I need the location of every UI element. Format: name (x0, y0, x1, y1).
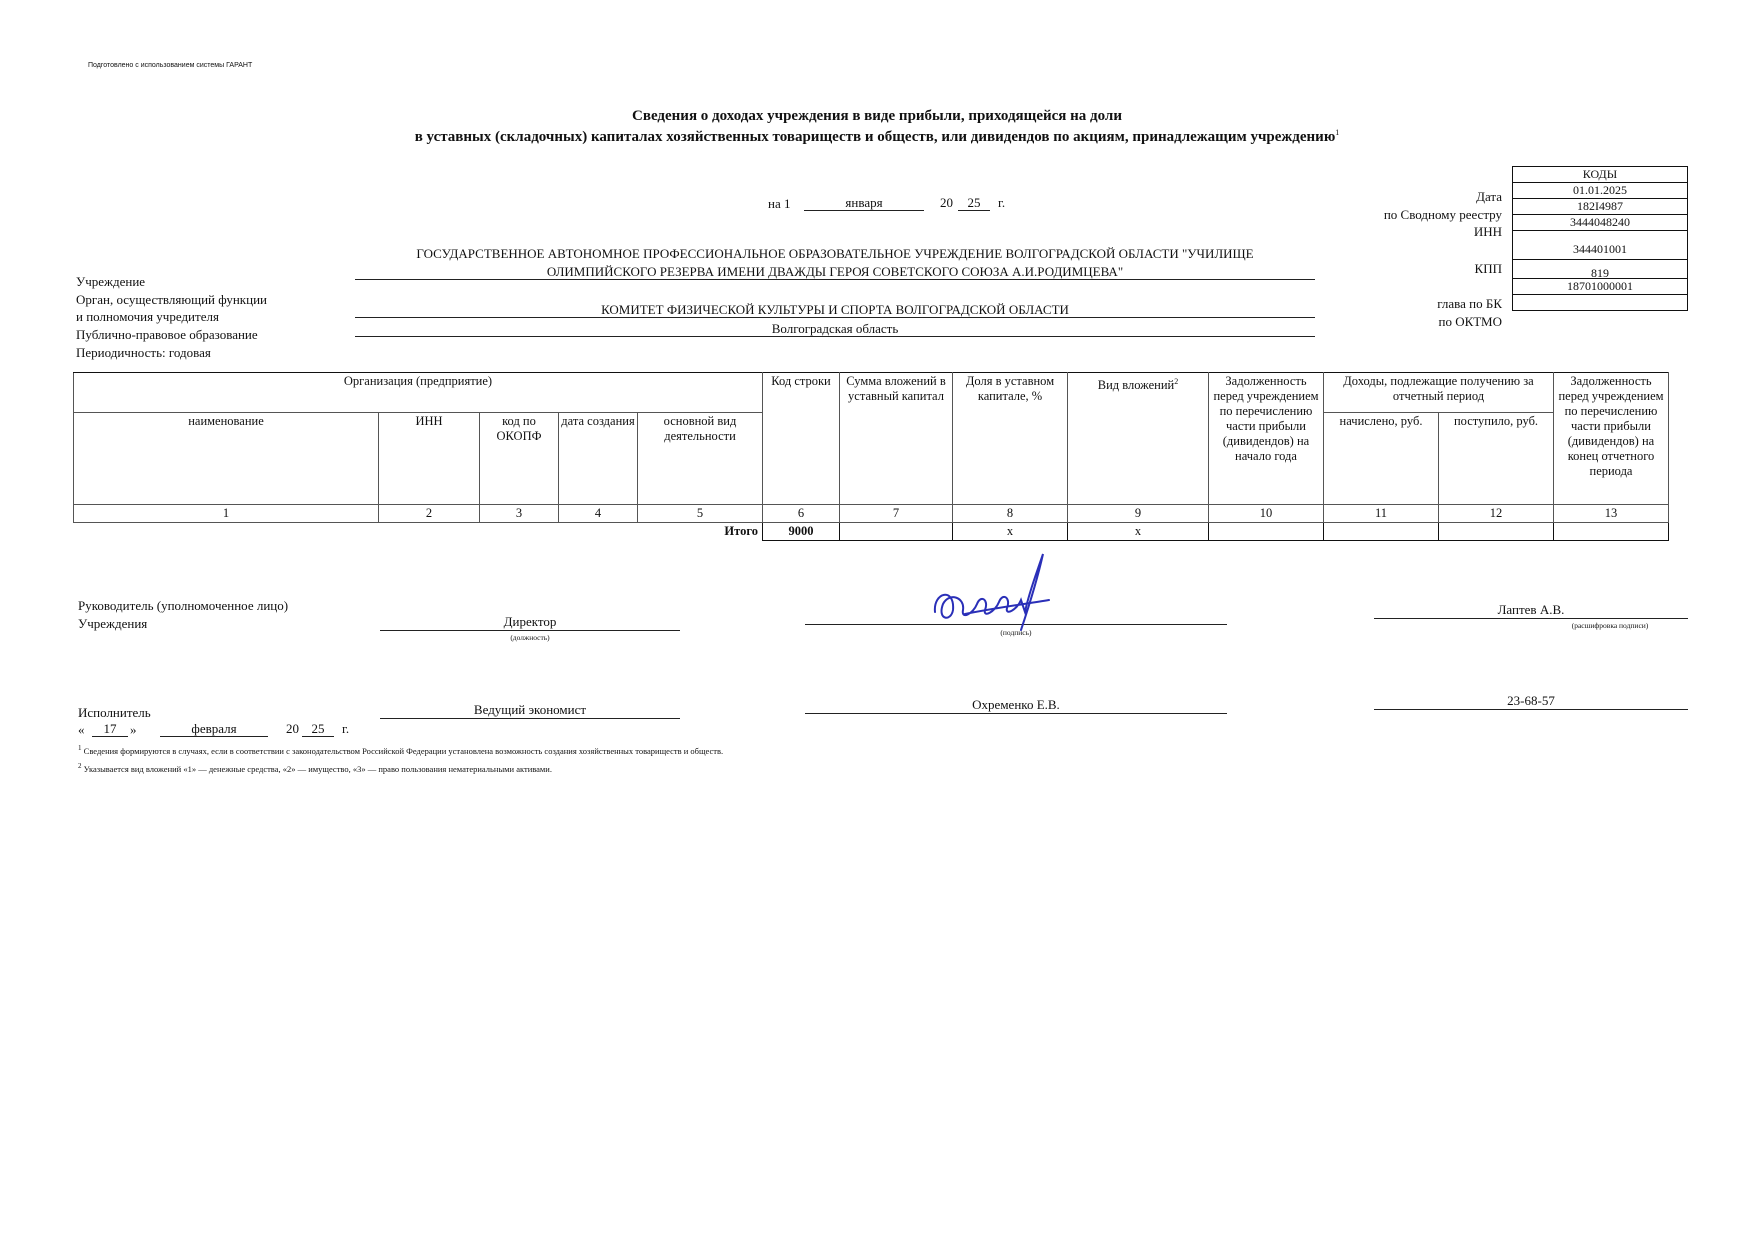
head-position: Директор (380, 614, 680, 631)
footnote-1-mark: 1 (78, 744, 82, 752)
code-label-registry: по Сводному реестру (1383, 207, 1502, 222)
executor-phone: 23-68-57 (1374, 693, 1688, 710)
col-inn-header: ИНН (379, 413, 480, 505)
institution-name-line-2: ОЛИМПИЙСКОГО РЕЗЕРВА ИМЕНИ ДВАЖДЫ ГЕРОЯ СОВЕТСКОГО СОЮЗА А.И.РОДИМЦЕВА" (355, 264, 1315, 280)
code-label-inn: ИНН (1473, 224, 1502, 239)
col-debt-end-header: Задолженность перед учреждением по перечислению части прибыли (дивидендов) на конец отчетного периода (1554, 373, 1669, 505)
num-9: 9 (1068, 505, 1209, 523)
total-share: х (953, 523, 1068, 541)
date-year-prefix: 20 (940, 195, 953, 210)
total-debt-start (1209, 523, 1324, 541)
col-okopf-header: код по ОКОПФ (480, 413, 559, 505)
total-code: 9000 (763, 523, 840, 541)
executor-month: февраля (160, 721, 268, 737)
num-11: 11 (1324, 505, 1439, 523)
code-label-kpp: КПП (1474, 261, 1502, 276)
num-1: 1 (74, 505, 379, 523)
num-6: 6 (763, 505, 840, 523)
total-type: х (1068, 523, 1209, 541)
head-name-caption: (расшифровка подписи) (1571, 621, 1649, 630)
date-month: января (804, 195, 924, 211)
col-code-header: Код строки (763, 373, 840, 505)
total-sum (840, 523, 953, 541)
income-header: Доходы, подлежащие получению за отчетный период (1324, 373, 1554, 413)
executor-day-open-quote: « (78, 722, 85, 737)
institution-name-line-1: ГОСУДАРСТВЕННОЕ АВТОНОМНОЕ ПРОФЕССИОНАЛЬНОЕ ОБРАЗОВАТЕЛЬНОЕ УЧРЕЖДЕНИЕ ВОЛГОГРАДСКОЙ ОБЛАСТИ "УЧИЛИЩЕ (416, 246, 1254, 261)
title-line-1: Сведения о доходах учреждения в виде прибыли, приходящейся на доли (632, 108, 1122, 124)
executor-name: Охременко Е.В. (805, 697, 1227, 714)
code-label-oktmo: по ОКТМО (1438, 314, 1502, 329)
total-debt-end (1554, 523, 1669, 541)
executor-label: Исполнитель (78, 705, 151, 720)
num-4: 4 (559, 505, 638, 523)
executor-position: Ведущий экономист (380, 702, 680, 719)
date-suffix: г. (998, 195, 1006, 210)
code-label-bk: глава по БК (1437, 296, 1502, 311)
codes-box (1512, 166, 1688, 311)
col-type-footnote-mark: 2 (1174, 377, 1179, 386)
num-7: 7 (840, 505, 953, 523)
footnote-1-text: Сведения формируются в случаях, если в соответствии с законодательством Российской Федерации установлена возможность создания хозяйственных товариществ и обществ. (83, 745, 724, 756)
executor-year: 25 (302, 721, 334, 737)
footnote-1 (78, 744, 723, 756)
col-type-text: Вид вложений (1097, 378, 1175, 393)
executor-day: 17 (92, 721, 128, 737)
executor-day-close-quote: » (130, 722, 137, 737)
col-name-header: наименование (74, 413, 379, 505)
income-table (73, 372, 1669, 541)
region-name: Волгоградская область (355, 321, 1315, 337)
code-inn: 3444048240 (1513, 214, 1687, 230)
footnote-2-mark: 2 (78, 762, 82, 770)
code-periodicity (1513, 294, 1687, 310)
col-activity-header: основной вид деятельности (638, 413, 763, 505)
executor-year-prefix: 20 (286, 721, 299, 736)
col-debt-start-header: Задолженность перед учреждением по перечислению части прибыли (дивидендов) на начало года (1209, 373, 1324, 505)
total-accrued (1324, 523, 1439, 541)
head-signature-caption: (подпись) (1000, 628, 1032, 637)
label-period: Периодичность: годовая (76, 345, 211, 360)
code-label-date: Дата (1476, 189, 1502, 204)
table-total-row (74, 523, 1669, 541)
table-number-row (74, 505, 1669, 523)
title-line-2-text: в уставных (складочных) капиталах хозяйственных товариществ и обществ, или дивидендов по акциям, принадлежащим учреждению (414, 129, 1336, 145)
code-registry: 182I4987 (1513, 198, 1687, 214)
code-kpp: 344401001 (1513, 230, 1687, 259)
head-name: Лаптев А.В. (1374, 602, 1688, 619)
footnote-2-text: Указывается вид вложений «1» — денежные средства, «2» — имущество, «3» — право пользования нематериальными активами. (83, 763, 552, 774)
executor-year-suffix: г. (342, 721, 350, 736)
handwritten-signature (925, 542, 1065, 642)
col-accrued-header: начислено, руб. (1324, 413, 1439, 505)
title-line-2 (0, 128, 1754, 146)
num-13: 13 (1554, 505, 1669, 523)
num-2: 2 (379, 505, 480, 523)
title-footnote-mark: 1 (1335, 128, 1340, 137)
header-note: Подготовлено с использованием системы ГАРАНТ (88, 62, 253, 69)
code-bk: 819 (1513, 259, 1687, 278)
head-label-2: Учреждения (78, 616, 148, 631)
head-position-caption: (должность) (510, 633, 550, 642)
col-received-header: поступило, руб. (1439, 413, 1554, 505)
label-organ-2: и полномочия учредителя (76, 309, 219, 324)
label-institution: Учреждение (76, 274, 146, 289)
date-year: 25 (958, 195, 990, 211)
total-label: Итого (724, 524, 758, 538)
num-3: 3 (480, 505, 559, 523)
head-label-1: Руководитель (уполномоченное лицо) (78, 598, 289, 613)
footnote-2 (78, 762, 552, 774)
col-share-header: Доля в уставном капитале, % (953, 373, 1068, 505)
code-date: 01.01.2025 (1513, 182, 1687, 198)
label-organ-1: Орган, осуществляющий функции (76, 292, 267, 307)
num-8: 8 (953, 505, 1068, 523)
num-10: 10 (1209, 505, 1324, 523)
num-12: 12 (1439, 505, 1554, 523)
code-oktmo: 18701000001 (1513, 278, 1687, 294)
col-sum-header: Сумма вложений в уставный капитал (840, 373, 953, 505)
total-received (1439, 523, 1554, 541)
col-date-header: дата создания (559, 413, 638, 505)
label-ppo: Публично-правовое образование (76, 327, 258, 342)
date-prefix: на 1 (768, 196, 791, 211)
founder-name: КОМИТЕТ ФИЗИЧЕСКОЙ КУЛЬТУРЫ И СПОРТА ВОЛГОГРАДСКОЙ ОБЛАСТИ (355, 302, 1315, 318)
org-header: Организация (предприятие) (74, 373, 763, 413)
col-type-header (1068, 373, 1209, 505)
codes-header: КОДЫ (1582, 167, 1618, 181)
num-5: 5 (638, 505, 763, 523)
